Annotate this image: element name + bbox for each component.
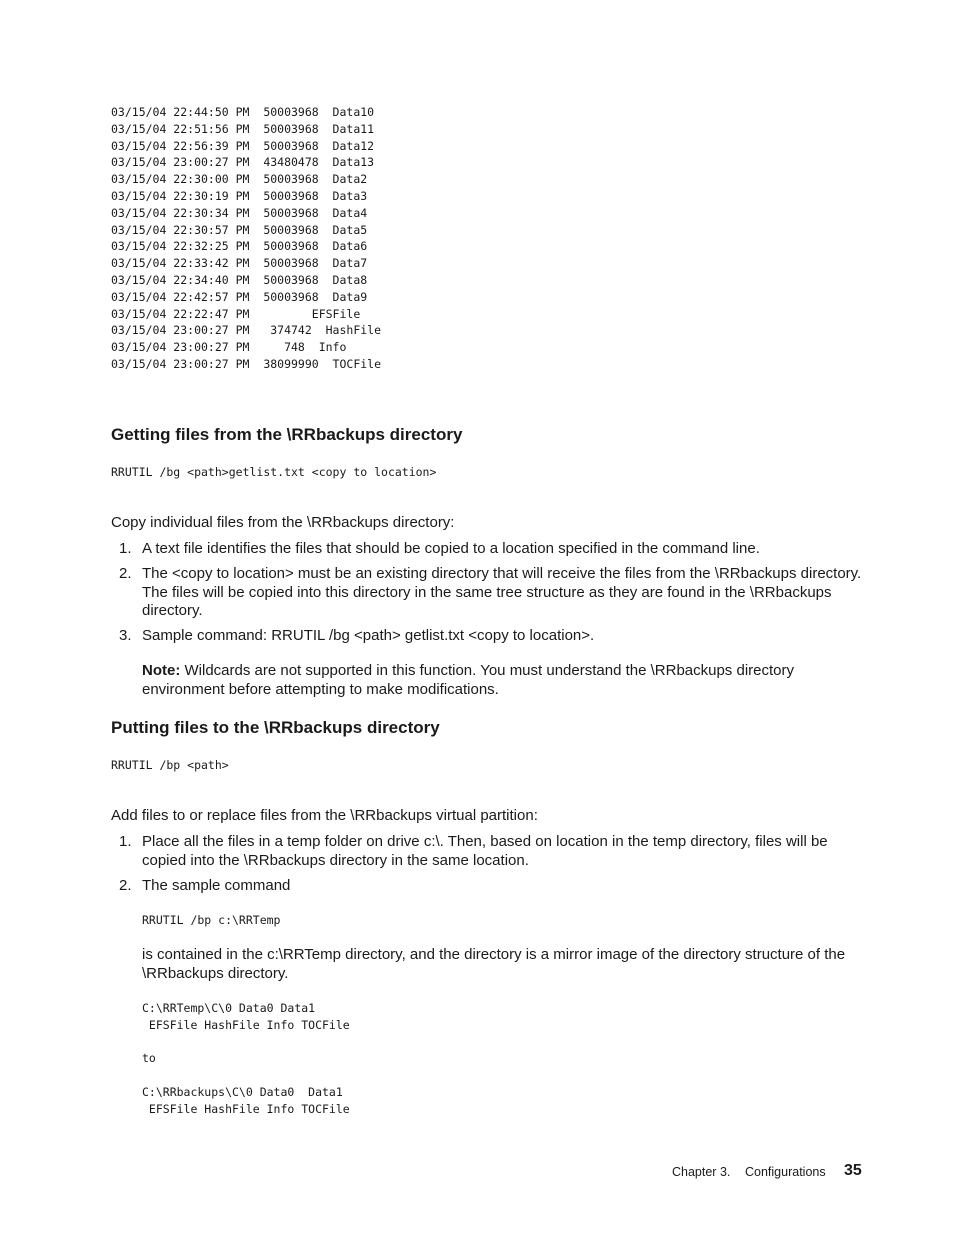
listing-row: 03/15/04 23:00:27 PM 43480478 Data13 xyxy=(111,155,375,170)
listing-row: 03/15/04 23:00:27 PM 38099990 TOCFile xyxy=(111,356,382,371)
listing-row: 03/15/04 22:42:57 PM 50003968 Data9 xyxy=(111,289,368,304)
list-item-number: 1. xyxy=(119,540,132,557)
listing-row: 03/15/04 22:30:57 PM 50003968 Data5 xyxy=(111,222,368,237)
listing-row: 03/15/04 22:30:34 PM 50003968 Data4 xyxy=(111,205,368,220)
listing-row: 03/15/04 22:33:42 PM 50003968 Data7 xyxy=(111,256,368,271)
listing-row: 03/15/04 23:00:27 PM 374742 HashFile xyxy=(111,323,382,338)
section2-intro: Add files to or replace files from the \RRbackups virtual partition: xyxy=(111,807,538,824)
listing-row: 03/15/04 22:32:25 PM 50003968 Data6 xyxy=(111,239,368,254)
list-item-text: The sample command xyxy=(142,877,291,894)
dest-tree: C:\RRbackups\C\0 Data0 Data1 EFSFile HashFile Info TOCFile xyxy=(142,1085,350,1116)
note xyxy=(142,662,857,699)
list-item-number: 3. xyxy=(119,627,132,644)
list-item-text: Place all the files in a temp folder on drive c:\. Then, based on location in the temp directory, files will be copied into the \RRbackups directory in the same location. xyxy=(142,833,828,869)
footer-chapter: Chapter 3. xyxy=(672,1165,731,1179)
list-item-number: 2. xyxy=(119,565,132,582)
listing-row: 03/15/04 22:22:47 PM EFSFile xyxy=(111,306,361,321)
list-item-text: Sample command: RRUTIL /bg <path> getlist.txt <copy to location>. xyxy=(142,627,595,644)
section1-intro: Copy individual files from the \RRbackups directory: xyxy=(111,514,455,531)
section-heading-getting-files: Getting files from the \RRbackups directory xyxy=(111,425,463,444)
section-heading-putting-files: Putting files to the \RRbackups directory xyxy=(111,718,440,737)
listing-row: 03/15/04 22:44:50 PM 50003968 Data10 xyxy=(111,105,375,119)
note-label: Note: xyxy=(142,662,181,679)
command-put: RRUTIL /bp <path> xyxy=(111,758,229,772)
list-item-text: The <copy to location> must be an existing directory that will receive the files from the \RRbackups directory. The files will be copied into this directory in the same tree structure as they are found in the \RRbackups directory. xyxy=(142,565,862,619)
listing-row: 03/15/04 22:34:40 PM 50003968 Data8 xyxy=(111,272,368,287)
command-getlist: RRUTIL /bg <path>getlist.txt <copy to location> xyxy=(111,465,437,479)
list-item-number: 2. xyxy=(119,877,132,894)
source-tree: C:\RRTemp\C\0 Data0 Data1 EFSFile HashFile Info TOCFile xyxy=(142,1001,350,1032)
page-number: 35 xyxy=(844,1162,862,1179)
note-text: Wildcards are not supported in this function. You must understand the \RRbackups directory environment before attempting to make modifications. xyxy=(142,662,794,698)
sample-command: RRUTIL /bp c:\RRTemp xyxy=(142,913,281,927)
explanation: is contained in the c:\RRTemp directory, and the directory is a mirror image of the directory structure of the \RRbackups directory. xyxy=(142,946,846,982)
footer-section: Configurations xyxy=(745,1165,826,1179)
listing-row: 03/15/04 22:30:00 PM 50003968 Data2 xyxy=(111,172,368,187)
listing-row: 03/15/04 22:56:39 PM 50003968 Data12 xyxy=(111,138,375,153)
list-item-text: A text file identifies the files that should be copied to a location specified in the command line. xyxy=(142,540,760,557)
file-listing xyxy=(111,104,381,373)
to-word: to xyxy=(142,1051,156,1065)
listing-row: 03/15/04 22:51:56 PM 50003968 Data11 xyxy=(111,121,375,136)
listing-row: 03/15/04 23:00:27 PM 748 Info xyxy=(111,340,347,355)
list-item-number: 1. xyxy=(119,833,132,850)
listing-row: 03/15/04 22:30:19 PM 50003968 Data3 xyxy=(111,188,368,203)
